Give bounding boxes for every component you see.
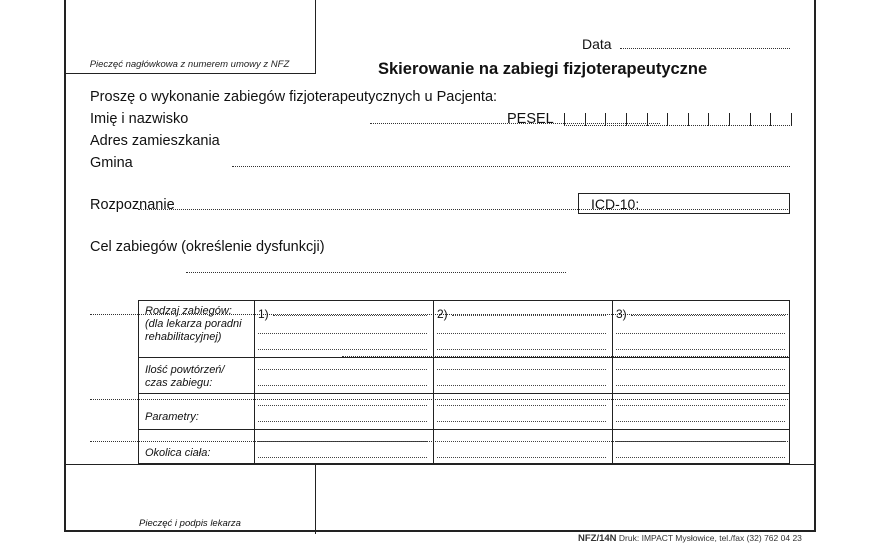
purpose-label: Cel zabiegów (określenie dysfunkcji): [90, 239, 325, 255]
cell-line[interactable]: [258, 385, 427, 386]
pesel-digit[interactable]: [564, 113, 585, 126]
cell-line[interactable]: [258, 369, 427, 370]
cell-line[interactable]: [258, 405, 427, 406]
diagnosis-label: Rozpoznanie: [90, 197, 175, 213]
printer-info: Druk: IMPACT Mysłowice, tel./fax (32) 762 04 23: [618, 533, 802, 543]
pesel-digit[interactable]: [667, 113, 688, 126]
pesel-field[interactable]: [564, 113, 792, 126]
pesel-digit[interactable]: [647, 113, 668, 126]
form-code: [578, 533, 802, 544]
name-label: Imię i nazwisko: [90, 111, 189, 127]
icd10-field[interactable]: [578, 193, 790, 214]
cell-line[interactable]: [258, 333, 427, 334]
cell-line[interactable]: [437, 385, 606, 386]
cell-line[interactable]: [616, 405, 785, 406]
doctor-stamp-label: Pieczęć i podpis lekarza: [139, 518, 241, 529]
cell-line[interactable]: [437, 369, 606, 370]
table-divider: [139, 357, 789, 358]
pesel-digit[interactable]: [605, 113, 626, 126]
cell-line[interactable]: [616, 369, 785, 370]
column-number: 3): [616, 307, 627, 321]
cell-line[interactable]: [273, 315, 427, 316]
cell-line[interactable]: [258, 421, 427, 422]
cell-line[interactable]: [616, 333, 785, 334]
cell-line[interactable]: [616, 385, 785, 386]
pesel-label: PESEL: [507, 111, 554, 127]
cell-line[interactable]: [437, 333, 606, 334]
cell-line[interactable]: [452, 315, 606, 316]
cell-line[interactable]: [258, 349, 427, 350]
footer-divider: [64, 464, 816, 465]
date-field[interactable]: [620, 37, 790, 52]
pesel-digit[interactable]: [770, 113, 792, 126]
icd10-label: ICD-10:: [591, 196, 640, 212]
form-title: Skierowanie na zabiegi fizjoterapeutyczne: [378, 60, 708, 78]
pesel-digit[interactable]: [729, 113, 750, 126]
header-stamp-label: Pieczęć nagłówkowa z numerem umowy z NFZ: [89, 59, 290, 70]
treatments-table: [138, 300, 790, 464]
cell-line[interactable]: [616, 349, 785, 350]
address-field[interactable]: [232, 154, 790, 170]
pesel-digit[interactable]: [708, 113, 729, 126]
row-label-treatment-type: Rodzaj zabiegów: (dla lekarza poradni rehabilitacyjnej): [145, 305, 242, 343]
table-divider: [433, 301, 434, 463]
cell-line[interactable]: [258, 457, 427, 458]
form-code-number: NFZ/14N: [578, 533, 617, 544]
pesel-digit[interactable]: [585, 113, 606, 126]
pesel-digit[interactable]: [688, 113, 709, 126]
cell-line[interactable]: [437, 405, 606, 406]
table-divider: [139, 429, 789, 430]
column-number: 1): [258, 307, 269, 321]
table-divider: [254, 301, 255, 463]
pesel-digit[interactable]: [626, 113, 647, 126]
header-stamp-area: [64, 0, 316, 74]
cell-line[interactable]: [616, 421, 785, 422]
date-label: Data: [582, 36, 612, 52]
cell-line[interactable]: [437, 457, 606, 458]
commune-label: Gmina: [90, 155, 133, 171]
address-label: Adres zamieszkania: [90, 133, 220, 149]
cell-line[interactable]: [616, 457, 785, 458]
cell-line[interactable]: [616, 441, 785, 442]
table-divider: [139, 393, 789, 394]
diagnosis-field[interactable]: [186, 260, 566, 276]
cell-line[interactable]: [258, 441, 427, 442]
column-number: 2): [437, 307, 448, 321]
cell-line[interactable]: [437, 441, 606, 442]
cell-line[interactable]: [437, 349, 606, 350]
pesel-digit[interactable]: [750, 113, 771, 126]
patient-intro: Proszę o wykonanie zabiegów fizjoterapeutycznych u Pacjenta:: [90, 89, 498, 105]
table-divider: [612, 301, 613, 463]
row-label-parameters: Parametry:: [145, 411, 199, 423]
cell-line[interactable]: [437, 421, 606, 422]
row-label-body-area: Okolica ciała:: [145, 447, 211, 459]
row-label-repetitions: Ilość powtórzeń/ czas zabiegu:: [145, 364, 225, 389]
cell-line[interactable]: [631, 315, 785, 316]
